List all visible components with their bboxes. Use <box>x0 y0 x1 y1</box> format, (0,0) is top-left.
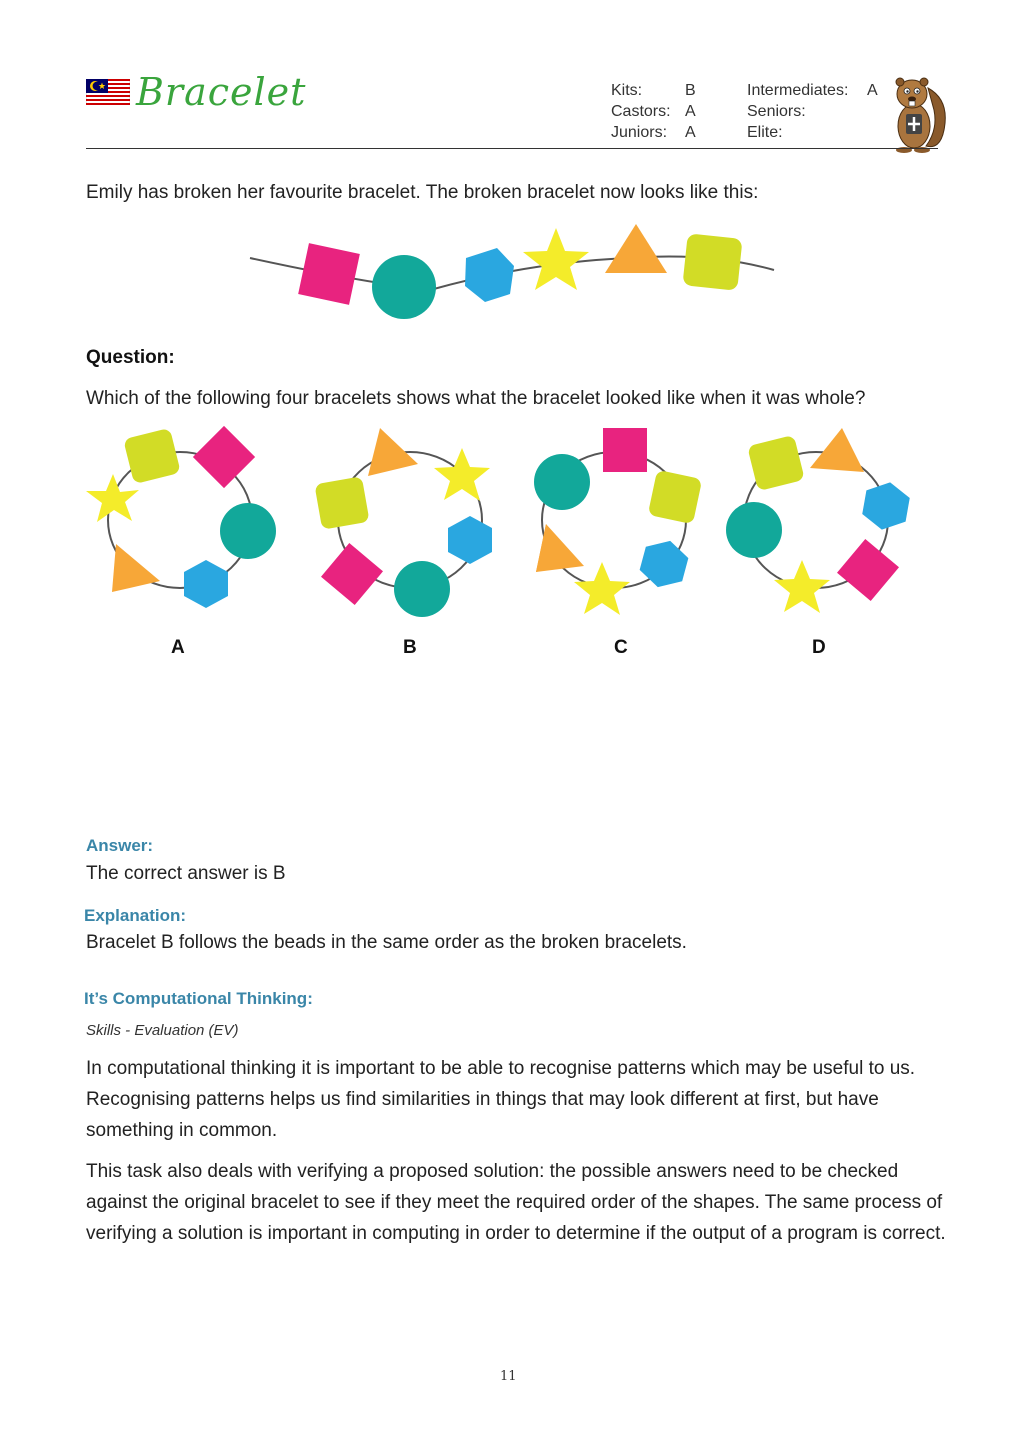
ct-paragraph-2: This task also deals with verifying a proposed solution: the possible answers need to be checked against the original bracelet to see if they meet the required order of the shapes. The same process of verifying a solution is important in computing in order to determine if the output of a program is correct. <box>86 1161 946 1244</box>
blue-hexagon-bead <box>465 248 514 302</box>
explanation-heading: Explanation: <box>84 906 187 925</box>
orange-triangle-bead <box>605 224 667 273</box>
orange-triangle-bead <box>112 544 160 592</box>
level-row-kits: Kits: B <box>611 82 696 99</box>
teal-circle-bead <box>220 503 276 559</box>
lime-rounded-square-bead <box>123 428 181 484</box>
option-label-d: D <box>812 637 826 658</box>
option-label-c: C <box>614 637 628 658</box>
bracelet-option-b <box>310 420 510 620</box>
malaysia-flag-icon <box>86 79 130 105</box>
header-divider <box>86 148 938 149</box>
beaver-mascot-icon <box>888 70 950 156</box>
level-row-seniors: Seniors: <box>747 103 806 120</box>
blue-hexagon-bead <box>184 560 228 608</box>
yellow-star-bead <box>523 228 589 290</box>
pink-square-bead <box>603 428 647 472</box>
teal-circle-bead <box>726 502 782 558</box>
teal-circle-bead <box>394 561 450 617</box>
blue-hexagon-bead <box>448 516 492 564</box>
blue-hexagon-bead <box>860 479 912 534</box>
pink-square-bead <box>298 243 360 305</box>
lime-rounded-square-bead <box>682 233 742 290</box>
orange-triangle-bead <box>810 428 864 472</box>
yellow-star-bead <box>434 448 490 501</box>
teal-circle-bead <box>372 255 436 319</box>
pink-square-bead <box>193 426 255 488</box>
lime-rounded-square-bead <box>314 476 369 530</box>
ct-paragraph-1: In computational thinking it is important to be able to recognise patterns which may be useful to us. Recognising patterns helps us find similarities in things that may look different at first, but have something in common. <box>86 1058 916 1141</box>
level-row-elite: Elite: <box>747 124 783 141</box>
teal-circle-bead <box>534 454 590 510</box>
question-heading: Question: <box>86 347 175 368</box>
yellow-star-bead <box>86 474 139 522</box>
lime-rounded-square-bead <box>648 470 703 525</box>
intro-text: Emily has broken her favourite bracelet. The broken bracelet now looks like this: <box>86 182 759 203</box>
question-text: Which of the following four bracelets shows what the bracelet looked like when it was whole? <box>86 388 866 409</box>
age-levels-right <box>747 80 878 143</box>
yellow-star-bead <box>774 560 830 613</box>
explanation-text: Bracelet B follows the beads in the same order as the broken bracelets. <box>86 932 687 953</box>
skills-label: Skills - Evaluation (EV) <box>86 1022 239 1039</box>
age-levels-left <box>611 80 696 143</box>
bracelet-option-c <box>526 420 726 620</box>
bracelet-option-d <box>720 420 920 620</box>
broken-bracelet-illustration <box>240 222 786 326</box>
answer-text: The correct answer is B <box>86 863 286 884</box>
computational-thinking-heading: It’s Computational Thinking: <box>84 989 313 1008</box>
level-row-juniors: Juniors: A <box>611 124 696 141</box>
pink-square-bead <box>321 543 383 605</box>
answer-heading: Answer: <box>86 836 154 855</box>
pink-square-bead <box>837 539 899 601</box>
level-row-intermediates: Intermediates: A <box>747 82 878 99</box>
option-label-a: A <box>171 637 185 658</box>
blue-hexagon-bead <box>637 535 692 593</box>
level-row-castors: Castors: A <box>611 103 696 120</box>
bracelet-option-a <box>80 420 280 620</box>
option-label-b: B <box>403 637 417 658</box>
page-title: Bracelet <box>136 70 307 114</box>
page-number: 11 <box>500 1369 517 1384</box>
yellow-star-bead <box>574 562 630 615</box>
